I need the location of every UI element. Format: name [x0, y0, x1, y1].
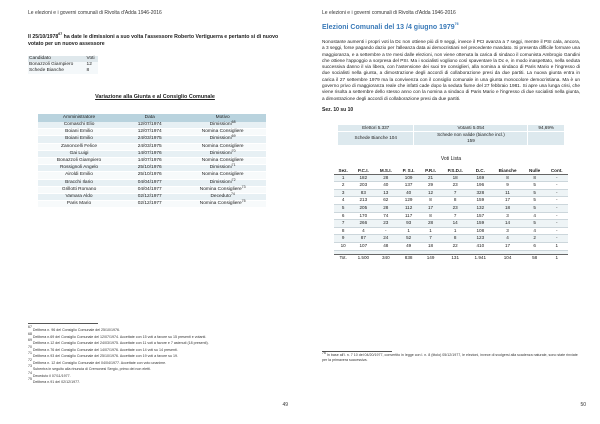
- summary-row: [338, 132, 565, 145]
- table-cell: 3: [491, 212, 523, 220]
- table-cell: 2: [334, 182, 352, 190]
- footnote-divider-left: [28, 323, 98, 324]
- candidate-row: [28, 68, 98, 74]
- table-cell: 410: [469, 242, 491, 250]
- table-cell: 159: [469, 220, 491, 228]
- candidate-votes: 8: [86, 68, 90, 73]
- page-number-right: 50: [580, 402, 586, 408]
- turnout-pct: 94,69%: [528, 124, 565, 131]
- total-cell: Tot.: [334, 254, 352, 261]
- table-cell: 3: [334, 189, 352, 197]
- table-cell: 24: [374, 235, 397, 243]
- table-cell: 52: [397, 235, 420, 243]
- table-cell: 18: [491, 204, 523, 212]
- table-cell: 23: [374, 220, 397, 228]
- total-cell: 838: [397, 254, 420, 261]
- table-row: [38, 136, 266, 143]
- sections-label: Sez. 10 su 10: [322, 106, 354, 113]
- admin-name: Vamara Aldo: [38, 194, 120, 201]
- table-cell: 93: [397, 220, 420, 228]
- table-cell: 8: [491, 174, 523, 182]
- table-cell: 5: [334, 204, 352, 212]
- right-page: [300, 0, 600, 424]
- intro-footnote-ref: 67: [58, 32, 63, 36]
- admin-name: Rossignoli Angelo: [38, 165, 120, 172]
- col-header: P. S.I.: [397, 168, 420, 175]
- admin-name: Paris Mario: [38, 201, 120, 208]
- table-cell: 11: [491, 189, 523, 197]
- table-cell: 28: [420, 220, 441, 228]
- table-cell: -: [545, 227, 568, 235]
- table-cell: 18: [420, 242, 441, 250]
- table-cell: 8: [420, 212, 441, 220]
- admin-name: Airoldi Emilio: [38, 172, 120, 179]
- col-header: M.S.I.: [374, 168, 397, 175]
- admin-reason: Dimissioni$^{69}$: [179, 136, 266, 143]
- admin-date: 25/10/1976: [120, 172, 179, 179]
- admin-date: 24/03/1975: [120, 143, 179, 150]
- table-cell: 213: [352, 197, 374, 205]
- admin-reason: Nomina Consigliere$^{73}$: [179, 186, 266, 193]
- intro-after: ha date le dimissioni a suo volta l'assessore Roberto Vertiguerra e pertanto si di nuovo votato per un nuovo assessore: [28, 34, 279, 47]
- table-cell: 109: [397, 174, 420, 182]
- table-cell: 49: [397, 242, 420, 250]
- admin-header-name: Amministratore: [38, 114, 120, 122]
- admin-date: 02/12/1977: [120, 194, 179, 201]
- table-cell: 12: [420, 189, 441, 197]
- total-cell: 1.941: [469, 254, 491, 261]
- table-cell: 8: [334, 227, 352, 235]
- table-row: [38, 179, 266, 186]
- table-cell: 17: [420, 204, 441, 212]
- table-cell: 83: [352, 189, 374, 197]
- table-cell: 14: [441, 220, 469, 228]
- table-cell: 117: [397, 212, 420, 220]
- footnote: $^{68}$ Delibera n.69 del Consiglio Comunale del 12/07/1974. Accettate con 15 voti a favore su 15 presenti e votanti.: [28, 331, 207, 339]
- table-cell: 23: [441, 182, 469, 190]
- table-cell: 5: [524, 197, 546, 205]
- table-cell: 159: [469, 197, 491, 205]
- section-title: Variazione alla Giunta e al Consiglio Comunale: [95, 94, 215, 100]
- candidate-name: Schede Bianche: [29, 68, 64, 73]
- table-cell: -: [545, 182, 568, 190]
- admin-date: 14/07/1976: [120, 158, 179, 165]
- list-votes-table: [334, 168, 568, 262]
- list-votes-title: Voti Lista: [440, 155, 462, 162]
- footnote: $^{75}$ Delibera n.91 del 02/12/1977.: [28, 377, 81, 384]
- table-cell: 123: [469, 235, 491, 243]
- table-cell: 169: [469, 174, 491, 182]
- votes-header: Voti: [86, 56, 95, 61]
- table-cell: 28: [374, 204, 397, 212]
- table-cell: 29: [420, 182, 441, 190]
- footnote-ref: 74: [230, 192, 235, 197]
- candidate-name: Bonazzoli Giampiero: [29, 62, 74, 67]
- table-row: [334, 197, 568, 205]
- footnote-ref: 75: [241, 199, 246, 204]
- table-cell: 48: [374, 242, 397, 250]
- footnotes-left: [28, 327, 278, 386]
- table-cell: 17: [491, 197, 523, 205]
- table-cell: 7: [334, 220, 352, 228]
- table-cell: 7: [441, 189, 469, 197]
- footnote: $^{73}$ Subentra in seguito alla rinuncia di Cremonesi Sergio, primo dei non eletti.: [28, 364, 151, 371]
- admin-date: 12/07/1974: [120, 122, 179, 129]
- table-row: [38, 194, 266, 201]
- voters: Votanti 5.054: [414, 124, 528, 131]
- admin-name: Boiani Emilio: [38, 129, 120, 136]
- admin-reason: Nomina Consigliere: [179, 129, 266, 136]
- table-row: [334, 212, 568, 220]
- running-header-right: Le elezioni e i governi comunali di Rivolta d'Adda 1946-2016: [322, 10, 456, 16]
- footnote-text: In base all'l. n. 7 10 del 04/20/1977, convertito in legge con l. n. 8 (titolo) 05/12/1977, le elezioni, invece di svolgersi alla scadenza naturale, sono state rinviate per la primavera successiva.: [322, 353, 578, 363]
- table-cell: 1: [441, 227, 469, 235]
- footnote-divider-right: [322, 351, 392, 352]
- blank-ballots: Schede Bianche 104: [338, 132, 414, 145]
- table-cell: 112: [397, 204, 420, 212]
- admin-name: Grillotti Romano: [38, 186, 120, 193]
- table-cell: 40: [397, 189, 420, 197]
- footnote: $^{71}$ Delibera n.93 del Consiglio Comunale del 25/10/1976. Accettate con 19 voti a favore su 19.: [28, 351, 178, 358]
- admin-reason: Nomina Consigliere: [179, 143, 266, 150]
- total-cell: 149: [420, 254, 441, 261]
- invalid-ballots-label: Schede non valide (bianche incl.) 159: [414, 132, 528, 145]
- admin-name: Gai Luigi: [38, 150, 120, 157]
- footnote-ref: 70: [231, 148, 236, 153]
- table-row: [38, 165, 266, 172]
- table-cell: -: [545, 212, 568, 220]
- table-cell: 1: [545, 242, 568, 250]
- table-cell: 132: [469, 204, 491, 212]
- col-header: Bianche: [491, 168, 523, 175]
- candidate-header: Candidato: [29, 56, 51, 61]
- table-cell: 40: [374, 182, 397, 190]
- table-cell: 28: [374, 174, 397, 182]
- table-cell: 17: [491, 242, 523, 250]
- table-cell: 137: [397, 182, 420, 190]
- total-cell: 1: [545, 254, 568, 261]
- admin-date: 04/04/1977: [120, 179, 179, 186]
- table-cell: 6: [334, 212, 352, 220]
- table-cell: 4: [524, 227, 546, 235]
- table-cell: 266: [352, 220, 374, 228]
- admin-name: Bracchi Ilario: [38, 179, 120, 186]
- admin-date: 12/07/1974: [120, 129, 179, 136]
- table-cell: 8: [524, 174, 546, 182]
- table-cell: 107: [352, 242, 374, 250]
- col-header: Cont.: [545, 168, 568, 175]
- admin-header-reason: Motivo: [179, 114, 266, 122]
- table-cell: 129: [397, 197, 420, 205]
- table-cell: 5: [524, 204, 546, 212]
- table-cell: 108: [469, 227, 491, 235]
- table-cell: 170: [352, 212, 374, 220]
- table-cell: -: [374, 227, 397, 235]
- intro-paragraph: [28, 34, 282, 48]
- table-row: [334, 242, 568, 250]
- col-header: P.C.I.: [352, 168, 374, 175]
- admin-name: Zanoncelli Felice: [38, 143, 120, 150]
- table-cell: 1: [420, 227, 441, 235]
- col-header: D.C.: [469, 168, 491, 175]
- table-cell: 74: [374, 212, 397, 220]
- table-cell: 87: [352, 235, 374, 243]
- table-cell: 8: [441, 197, 469, 205]
- table-row: [38, 150, 266, 157]
- table-cell: 22: [441, 242, 469, 250]
- table-cell: 5: [524, 182, 546, 190]
- candidate-votes: 12: [86, 62, 92, 67]
- admin-reason: Dimissioni$^{72}$: [179, 179, 266, 186]
- footnote-ref: 73: [241, 184, 246, 189]
- table-cell: 4: [334, 197, 352, 205]
- total-cell: 1.500: [352, 254, 374, 261]
- admin-name: Bonazzoli Giampiero: [38, 158, 120, 165]
- footnote-num: 76: [322, 351, 326, 355]
- table-cell: 8: [441, 235, 469, 243]
- table-cell: 5: [524, 220, 546, 228]
- table-cell: 62: [374, 197, 397, 205]
- electors: Elettori 5.337: [338, 124, 414, 131]
- table-cell: 2: [524, 235, 546, 243]
- table-cell: 18: [441, 174, 469, 182]
- table-row: [38, 201, 266, 208]
- admin-changes-table: [38, 114, 266, 208]
- table-cell: 9: [334, 235, 352, 243]
- admin-date: 02/12/1977: [120, 201, 179, 208]
- page-number-left: 49: [282, 402, 288, 408]
- footnote: $^{69}$ Delibera n.12 del Consiglio Comunale del 24/03/1975. Accettate con 11 voti a favore e 7 astenuti (18 presenti).: [28, 338, 209, 345]
- col-header: P.S.D.I.: [441, 168, 469, 175]
- table-cell: 3: [491, 227, 523, 235]
- table-cell: 23: [441, 204, 469, 212]
- table-cell: 4: [524, 212, 546, 220]
- footnotes-right: [322, 353, 580, 363]
- page-title: Elezioni Comunali del 13 /4 giugno 1979$^{76}$: [322, 22, 459, 31]
- table-cell: 182: [352, 174, 374, 182]
- table-cell: -: [545, 204, 568, 212]
- table-cell: 7: [441, 212, 469, 220]
- table-cell: 1: [334, 174, 352, 182]
- table-cell: 7: [420, 235, 441, 243]
- table-row: [334, 220, 568, 228]
- total-cell: 131: [441, 254, 469, 261]
- table-cell: 9: [491, 182, 523, 190]
- table-cell: 203: [352, 182, 374, 190]
- admin-reason: Dimissioni$^{70}$: [179, 150, 266, 157]
- table-row: [334, 174, 568, 182]
- admin-name: Boiani Emilio: [38, 136, 120, 143]
- table-cell: 5: [524, 189, 546, 197]
- table-row: [334, 204, 568, 212]
- total-cell: 58: [524, 254, 546, 261]
- admin-date: 25/10/1976: [120, 165, 179, 172]
- col-header: Nulle: [524, 168, 546, 175]
- admin-reason: Nomina Consigliere$^{75}$: [179, 201, 266, 208]
- table-cell: 6: [524, 242, 546, 250]
- footnote: $^{67}$ Delibera n. 96 del Consiglio Comunale del 25/10/1976.: [28, 325, 121, 332]
- table-cell: 14: [491, 220, 523, 228]
- col-header: P.R.I.: [420, 168, 441, 175]
- table-cell: 205: [352, 204, 374, 212]
- table-cell: 157: [469, 212, 491, 220]
- title-footnote-ref: 76: [454, 22, 459, 26]
- admin-name: Comaschi Elio: [38, 122, 120, 129]
- table-cell: -: [545, 197, 568, 205]
- admin-date: 04/04/1977: [120, 186, 179, 193]
- footnote: $^{70}$ Delibera n.76 del Consiglio Comunale del 14/07/1976. Accettate con 14 voti su 14 presenti.: [28, 344, 178, 352]
- table-cell: 1: [397, 227, 420, 235]
- footnote-ref: 68: [231, 120, 236, 124]
- table-cell: -: [545, 220, 568, 228]
- table-row: [334, 189, 568, 197]
- table-cell: 21: [420, 174, 441, 182]
- total-row: [334, 254, 568, 261]
- col-header: Sez.: [334, 168, 352, 175]
- body-paragraph: Nonostante aumenti i propri voti la Dc non ottiene più di 9 seggi, invece il PCI avanza a 7 seggi, mentre il PSI cala, ancora, a 3 seggi, forse pagando dazio per l'alleanza data ai democristiani nel precedente mandato. Si presenta difficile formare una maggioranza, e a settembre a tre mesi dalle elezioni, non viene ottenuta la carica di sindaco il comunista Ambrogio Gandini che ottiene l'appoggio a sorpresa del PSI. Ma i socialisti vogliono così spaventare la Dc e, in modo inaspettato, nella seduta successiva danno il via libera, con l'astensione dei suoi tre consiglieri, alla nomina a sindaco di Paris Mario e l'ingresso di due socialisti nella giunta, a dimostrazione degli accordi di collaborazione presi da due partiti. La nuova giunta entra in carica il 27 settembre 1979 ma la convivenza con il consiglio comunale in una giunta monocolore democristiana. Ma è un governo privo di maggioranza reale che infatti cade dopo la seduta fiume del 27 febbraio 1981. Si apre una lunga crisi, che viene risolta a settembre dello stesso anno con la nomina a sindaco di Paris Mario e l'ingresso di due socialisti nella giunta, a dimostrazione degli accordi di collaborazione presi da due partiti.: [322, 39, 580, 101]
- table-cell: -: [545, 174, 568, 182]
- admin-reason: Dimissioni$^{71}$: [179, 165, 266, 172]
- candidate-votes-table: [28, 56, 98, 74]
- footnote: $^{74}$ Deceduto il 07/11/1977.: [28, 370, 71, 378]
- table-cell: 8: [420, 197, 441, 205]
- table-cell: 4: [352, 227, 374, 235]
- table-row: [334, 182, 568, 190]
- admin-reason: Deceduto$^{74}$: [179, 194, 266, 201]
- summary-empty-cell: [528, 132, 565, 145]
- running-header-left: Le elezioni e i governi comunali di Rivolta d'Adda 1946-2016: [28, 10, 162, 16]
- table-cell: -: [545, 189, 568, 197]
- turnout-summary-table: [337, 124, 565, 146]
- table-cell: 13: [374, 189, 397, 197]
- footnote-ref: 71: [231, 163, 236, 168]
- table-cell: 4: [491, 235, 523, 243]
- table-cell: 10: [334, 242, 352, 250]
- admin-date: 24/03/1975: [120, 136, 179, 143]
- table-cell: -: [545, 235, 568, 243]
- admin-header-date: Data: [120, 114, 179, 122]
- intro-before: Il 25/10/1978: [28, 34, 59, 40]
- total-cell: 104: [491, 254, 523, 261]
- footnote-ref: 72: [231, 177, 236, 182]
- table-cell: 196: [469, 182, 491, 190]
- list-votes-body: [334, 174, 568, 261]
- admin-reason: Nomina Consigliere: [179, 172, 266, 179]
- summary-row: [338, 124, 565, 131]
- table-row: [334, 227, 568, 235]
- admin-reason: Dimissioni$^{68}$: [179, 122, 266, 129]
- total-cell: 340: [374, 254, 397, 261]
- footnote: $^{72}$ Delibera n. 12 del Consiglio Comunale del 04/04/1977. Accettate con voto unanime.: [28, 357, 167, 365]
- table-row: [38, 122, 266, 129]
- table-row: [334, 235, 568, 243]
- admin-reason: Nomina Consigliere: [179, 158, 266, 165]
- table-cell: 328: [469, 189, 491, 197]
- admin-date: 14/07/1976: [120, 150, 179, 157]
- footnote-ref: 69: [231, 134, 236, 139]
